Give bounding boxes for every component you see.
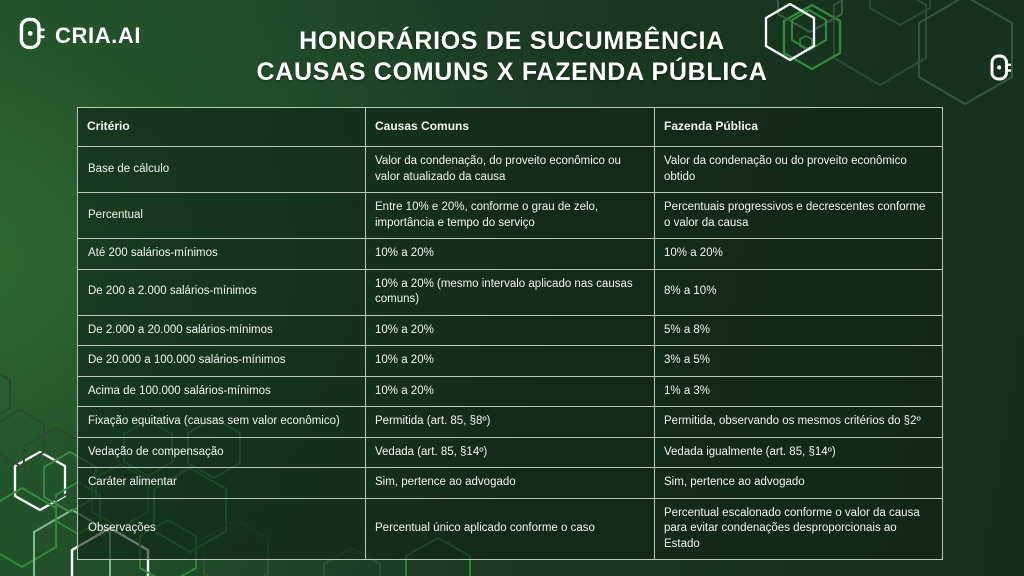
table-body xyxy=(78,147,943,560)
table-cell-comuns: 10% a 20% xyxy=(366,239,655,270)
table-cell-fazenda: 10% a 20% xyxy=(655,239,943,270)
hexagon-icon xyxy=(870,0,930,25)
table-row xyxy=(78,346,943,377)
table-row xyxy=(78,498,943,560)
table-cell-comuns: Permitida (art. 85, §8º) xyxy=(366,407,655,438)
table-row xyxy=(78,269,943,315)
table-row xyxy=(78,193,943,239)
table-cell-comuns: Entre 10% e 20%, conforme o grau de zelo, importância e tempo do serviço xyxy=(366,193,655,239)
table-cell-comuns: 10% a 20% xyxy=(366,376,655,407)
title-line-2: CAUSAS COMUNS X FAZENDA PÚBLICA xyxy=(256,58,768,86)
table-cell-comuns: 10% a 20% (mesmo intervalo aplicado nas causas comuns) xyxy=(366,269,655,315)
page-title xyxy=(0,23,1024,88)
table-cell-criterio: De 2.000 a 20.000 salários-mínimos xyxy=(78,315,366,346)
table-row xyxy=(78,315,943,346)
column-header-causas-comuns: Causas Comuns xyxy=(366,108,655,147)
table-cell-fazenda: 1% a 3% xyxy=(655,376,943,407)
table-cell-criterio: Até 200 salários-mínimos xyxy=(78,239,366,270)
table-header-row xyxy=(78,108,943,147)
table-cell-comuns: Vedada (art. 85, §14º) xyxy=(366,437,655,468)
hexagon-icon xyxy=(0,410,44,466)
table-cell-comuns: Valor da condenação, do proveito econômico ou valor atualizado da causa xyxy=(366,147,655,193)
table-row xyxy=(78,376,943,407)
hexagon-icon xyxy=(0,366,10,422)
table-row xyxy=(78,437,943,468)
brand-name: CRIA.AI xyxy=(55,23,142,48)
hexagon-icon xyxy=(0,488,56,567)
hexagon-icon xyxy=(15,452,65,510)
table-cell-criterio: Acima de 100.000 salários-mínimos xyxy=(78,376,366,407)
table-cell-fazenda: Sim, pertence ao advogado xyxy=(655,468,943,499)
comparison-table-container xyxy=(77,107,942,560)
table-cell-criterio: Observações xyxy=(78,498,366,560)
table-cell-fazenda: Vedada igualmente (art. 85, §14º) xyxy=(655,437,943,468)
table-row xyxy=(78,147,943,193)
table-cell-comuns: Percentual único aplicado conforme o caso xyxy=(366,498,655,560)
table-cell-fazenda: 5% a 8% xyxy=(655,315,943,346)
column-header-criterio: Critério xyxy=(78,108,366,147)
table-cell-fazenda: Permitida, observando os mesmos critérios do §2º xyxy=(655,407,943,438)
table-cell-fazenda: 8% a 10% xyxy=(655,269,943,315)
table-cell-comuns: 10% a 20% xyxy=(366,346,655,377)
title-line-1: HONORÁRIOS DE SUCUMBÊNCIA xyxy=(299,27,725,55)
table-cell-criterio: Caráter alimentar xyxy=(78,468,366,499)
table-row xyxy=(78,239,943,270)
table-header xyxy=(78,108,943,147)
table-cell-criterio: Vedação de compensação xyxy=(78,437,366,468)
table-cell-fazenda: Percentuais progressivos e decrescentes conforme o valor da causa xyxy=(655,193,943,239)
table-cell-comuns: 10% a 20% xyxy=(366,315,655,346)
column-header-fazenda-publica: Fazenda Pública xyxy=(655,108,943,147)
table-cell-fazenda: 3% a 5% xyxy=(655,346,943,377)
table-row xyxy=(78,468,943,499)
comparison-table xyxy=(77,107,943,560)
table-row xyxy=(78,407,943,438)
table-cell-fazenda: Percentual escalonado conforme o valor da causa para evitar condenações desproporcionais ao Estado xyxy=(655,498,943,560)
table-cell-fazenda: Valor da condenação ou do proveito econômico obtido xyxy=(655,147,943,193)
table-cell-criterio: De 20.000 a 100.000 salários-mínimos xyxy=(78,346,366,377)
table-cell-comuns: Sim, pertence ao advogado xyxy=(366,468,655,499)
table-cell-criterio: Fixação equitativa (causas sem valor econômico) xyxy=(78,407,366,438)
table-cell-criterio: De 200 a 2.000 salários-mínimos xyxy=(78,269,366,315)
table-cell-criterio: Base de cálculo xyxy=(78,147,366,193)
table-cell-criterio: Percentual xyxy=(78,193,366,239)
